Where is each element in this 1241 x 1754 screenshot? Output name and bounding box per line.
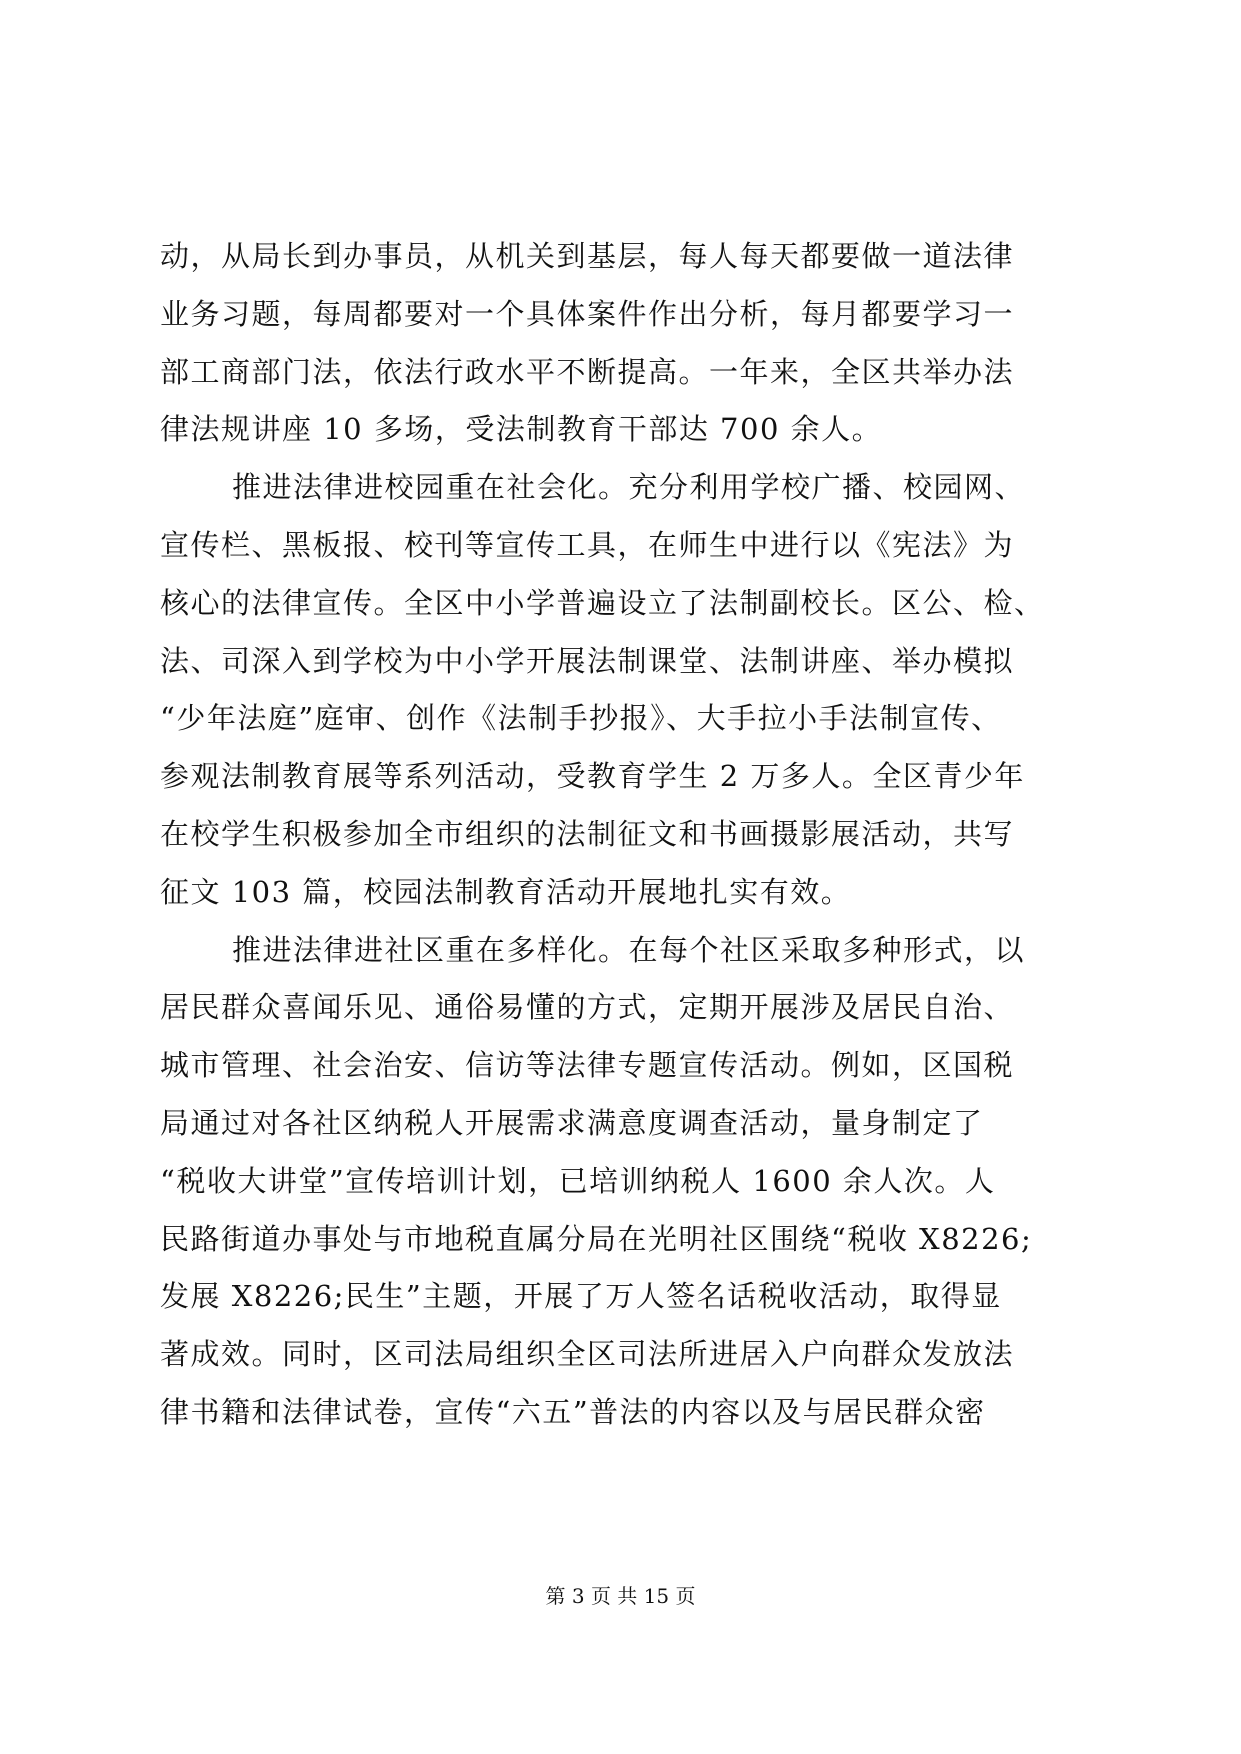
- text-line: 发展 X8226;民生”主题，开展了万人签名话税收活动，取得显: [160, 1279, 1002, 1314]
- text-line: 城市管理、社会治安、信访等法律专题宣传活动。例如，区国税: [160, 1048, 1015, 1083]
- text-line: 律法规讲座 10 多场，受法制教育干部达 700 余人。: [160, 412, 883, 447]
- text-line: 部工商部门法，依法行政水平不断提高。一年来，全区共举办法: [160, 354, 1015, 389]
- body-text: [160, 228, 1080, 1442]
- text-line: 在校学生积极参加全市组织的法制征文和书画摄影展活动，共写: [160, 816, 1015, 851]
- text-line: 局通过对各社区纳税人开展需求满意度调查活动，量身制定了: [160, 1105, 984, 1140]
- paragraph-first-line: 推进法律进社区重在多样化。在每个社区采取多种形式，以: [232, 932, 1026, 967]
- text-line: 动，从局长到办事员，从机关到基层，每人每天都要做一道法律: [160, 239, 1015, 273]
- page-number-footer: 第 3 页 共 15 页: [545, 1584, 696, 1608]
- text-line: 民路街道办事处与市地税直属分局在光明社区围绕“税收 X8226;: [160, 1221, 1033, 1256]
- text-line: “税收大讲堂”宣传培训计划，已培训纳税人 1600 余人次。人: [160, 1163, 996, 1198]
- text-line: 著成效。同时，区司法局组织全区司法所进居入户向群众发放法: [160, 1337, 1015, 1372]
- text-line: 律书籍和法律试卷，宣传“六五”普法的内容以及与居民群众密: [160, 1394, 986, 1429]
- text-line: 参观法制教育展等系列活动，受教育学生 2 万多人。全区青少年: [160, 759, 1025, 794]
- text-line: 居民群众喜闻乐见、通俗易懂的方式，定期开展涉及居民自治、: [160, 990, 1015, 1025]
- text-line: 业务习题，每周都要对一个具体案件作出分析，每月都要学习一: [160, 296, 1015, 331]
- text-line: 核心的法律宣传。全区中小学普遍设立了法制副校长。区公、检、: [160, 585, 1045, 620]
- paragraph-first-line: 推进法律进校园重在社会化。充分利用学校广播、校园网、: [232, 470, 1026, 505]
- text-line: “少年法庭”庭审、创作《法制手抄报》、大手拉小手法制宣传、: [160, 701, 1002, 736]
- text-line: 宣传栏、黑板报、校刊等宣传工具，在师生中进行以《宪法》为: [160, 527, 1015, 562]
- text-line: 征文 103 篇，校园法制教育活动开展地扎实有效。: [160, 874, 852, 909]
- text-line: 法、司深入到学校为中小学开展法制课堂、法制讲座、举办模拟: [160, 643, 1015, 678]
